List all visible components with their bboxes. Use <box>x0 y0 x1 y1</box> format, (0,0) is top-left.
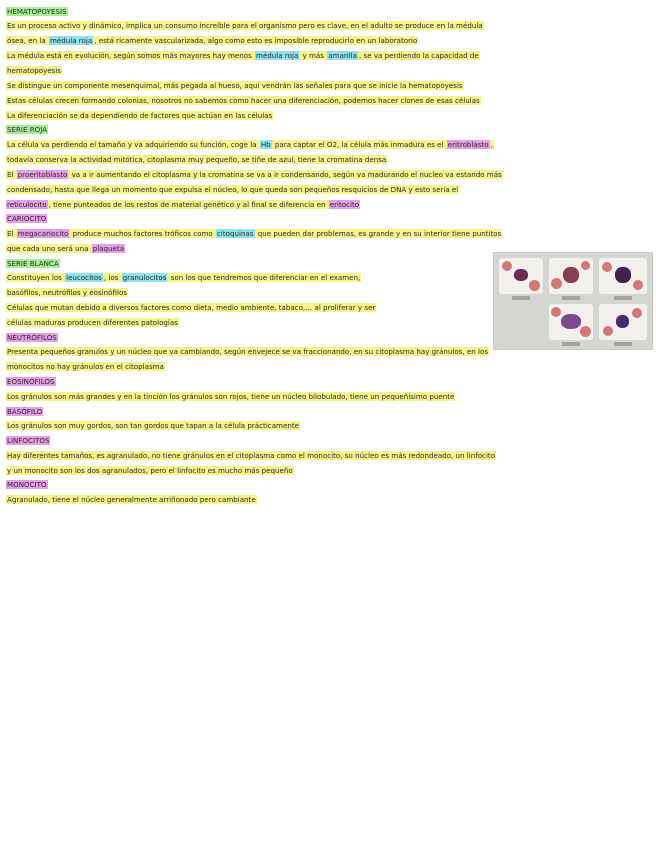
text-segment: todavía conserva la actividad mitótica, citoplasma muy pequeño, se tiñe de azul, tiene la cromatina densa <box>7 155 387 164</box>
monocyte-image <box>549 304 593 340</box>
highlighted-term: amarilla <box>328 51 357 60</box>
text-segment: , tiene punteados de los restos de material genético y al final se diferencia en <box>48 200 328 209</box>
highlighted-term: EOSINÓFILOS <box>7 377 55 386</box>
text-line <box>6 450 496 462</box>
lymphocyte-image <box>599 304 647 340</box>
highlighted-term: reticulocito <box>7 200 47 209</box>
text-line <box>6 376 56 388</box>
highlighted-term: eritocito <box>329 200 360 209</box>
text-segment: monocitos no hay gránulos en el citoplasma <box>7 362 164 371</box>
text-line <box>6 184 459 196</box>
text-line <box>6 35 418 47</box>
neutrophil-image <box>499 258 543 294</box>
text-line <box>6 20 484 32</box>
highlighted-term: Hb <box>260 140 271 149</box>
text-segment: Células que mutan debido a diversos factores como dieta, medio ambiente, tabaco,… al proliferar y ser <box>7 303 376 312</box>
text-segment: y más <box>300 51 327 60</box>
text-line <box>6 479 48 491</box>
text-line <box>6 50 480 62</box>
text-segment: Agranulado, tiene el núcleo generalmente arriñonado pero cambiante <box>7 495 256 504</box>
text-line <box>6 65 62 77</box>
text-segment: Hay diferentes tamaños, es agranulado, no tiene gránulos en el citoplasma como el monocito, su núcleo es más redondeado, un linfocito <box>7 451 496 460</box>
highlighted-term: eritroblasto <box>447 140 489 149</box>
text-segment: Es un proceso activo y dinámico, implica un consumo increíble para el organismo pero es clave, en el adulto se produce en la médula <box>7 21 483 30</box>
text-line <box>6 391 455 403</box>
text-line <box>6 317 179 329</box>
text-segment: produce muchos factores tróficos como <box>70 229 216 238</box>
text-segment: , <box>490 140 493 149</box>
text-segment: basófilos, neutrófilos y eosinófilos <box>7 288 127 297</box>
text-line <box>6 494 257 506</box>
text-segment: hematopoyesis <box>7 66 62 75</box>
highlighted-term: NEUTRÓFILOS <box>7 333 57 342</box>
text-line <box>6 228 502 240</box>
text-segment: Los gránulos son muy gordos, son tan gordos que tapan a la célula prácticamente <box>7 421 299 430</box>
text-segment: va a ir aumentando el citoplasma y la cromatina se va a ir condensando, según va madurando el nucleo va estando más <box>69 170 502 179</box>
highlighted-term: médula roja <box>49 36 93 45</box>
text-line <box>6 332 58 344</box>
text-line <box>6 199 360 211</box>
text-line <box>6 272 361 284</box>
text-line <box>6 287 128 299</box>
text-segment: La médula está en evolución, según somos más mayores hay menos <box>7 51 255 60</box>
basophil-image <box>599 258 647 294</box>
highlighted-term: médula roja <box>256 51 299 60</box>
text-line <box>6 420 300 432</box>
highlighted-term: LINFOCITOS <box>7 436 50 445</box>
highlighted-term: proeritoblasto <box>17 170 68 179</box>
text-segment: Se distingue un componente mesenquimal, más pegada al hueso, aquí vendrán las señales para que se inicie la hematopoyesis <box>7 81 463 90</box>
highlighted-term: megacariocito <box>17 229 69 238</box>
text-line <box>6 6 68 18</box>
text-segment: Constituyen los <box>7 273 65 282</box>
text-line <box>6 302 376 314</box>
text-segment: y un monocito son los dos agranulados, pero el linfocito es mucho más pequeño <box>7 466 293 475</box>
blood-cells-micrograph <box>493 252 653 350</box>
text-segment: ósea, en la <box>7 36 48 45</box>
text-segment: que cada uno será una <box>7 244 91 253</box>
highlighted-term: CARIOCITO <box>7 214 47 223</box>
text-line <box>6 124 48 136</box>
highlighted-term: MONOCITO <box>7 480 47 489</box>
text-segment: para captar el O2, la célula más inmadura es el <box>272 140 446 149</box>
text-line <box>6 406 43 418</box>
eosinophil-image <box>549 258 593 294</box>
text-segment: , está ricamente vascularizada, algo como esto es imposible reproducirlo en un laboratorio <box>94 36 418 45</box>
highlighted-term: BASÓFILO <box>7 407 43 416</box>
text-segment: condensado, hasta que llega un momento que expulsa el núcleo, lo que queda son pequeños resquicios de DNA y esto sería el <box>7 185 459 194</box>
text-line <box>6 169 503 181</box>
text-line <box>6 80 464 92</box>
text-line <box>6 346 489 358</box>
text-line <box>6 110 273 122</box>
text-line <box>6 435 50 447</box>
text-segment: , se va perdiendo la capacidad de <box>359 51 479 60</box>
highlighted-term: SERIE ROJA <box>7 125 48 134</box>
text-line <box>6 95 481 107</box>
text-segment: La célula va perdiendo el tamaño y va adquiriendo su función, coge la <box>7 140 259 149</box>
text-segment: La diferenciación se da dependiendo de factores que actúan en las células <box>7 111 273 120</box>
text-line <box>6 361 165 373</box>
text-line <box>6 139 494 151</box>
text-line <box>6 213 47 225</box>
text-line <box>6 258 60 270</box>
highlighted-term: granulocitos <box>122 273 167 282</box>
text-line <box>6 243 125 255</box>
highlighted-term: plaqueta <box>92 244 125 253</box>
text-segment: células maduras producen diferentes patologías <box>7 318 178 327</box>
text-segment: Los gránulos son más grandes y en la tinción los gránulos son rojos, tiene un núcleo bilobulado, tiene un pequeñísimo puente <box>7 392 455 401</box>
text-segment: son los que tendremos que diferenciar en el examen, <box>168 273 361 282</box>
text-segment: , los <box>103 273 121 282</box>
text-line <box>6 154 387 166</box>
highlighted-term: SERIE BLANCA <box>7 259 59 268</box>
highlighted-term: citoquinas <box>217 229 254 238</box>
text-segment: que pueden dar problemas, es grande y en su interior tiene puntitos <box>255 229 502 238</box>
text-segment: El <box>7 229 16 238</box>
highlighted-term: leucocitos <box>66 273 102 282</box>
highlighted-term: HEMATOPOYESIS <box>7 7 67 16</box>
text-segment: Estas células crecen formando colonias, nosotros no sabemos como hacer una diferenciación, podemos hacer clones de esas células <box>7 96 480 105</box>
text-line <box>6 465 294 477</box>
text-segment: El <box>7 170 16 179</box>
text-segment: Presenta pequeños granulos y un núcleo que va cambiando, según envejece se va fraccionando, en su citoplasma hay gránulos, en los <box>7 347 489 356</box>
